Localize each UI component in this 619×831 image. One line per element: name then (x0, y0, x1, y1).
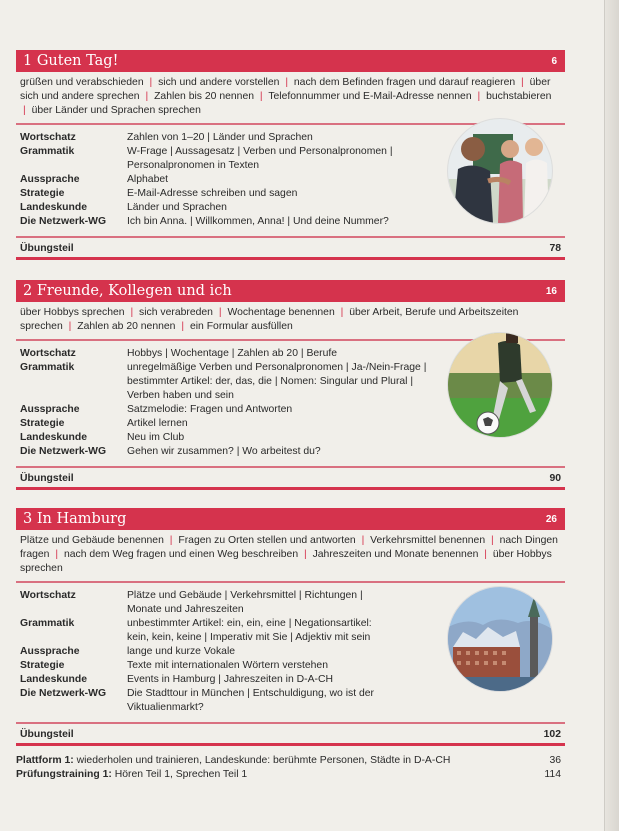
uebungsteil-row[interactable] (16, 238, 565, 257)
intro-topic: Wochentage benennen (227, 307, 335, 318)
uebungsteil-label: Übungsteil (20, 243, 74, 254)
intro-topic: über Arbeit, Berufe und Arbeitszeiten sprechen (20, 307, 519, 332)
pruefungstraining-description: Hören Teil 1, Sprechen Teil 1 (111, 769, 248, 780)
detail-value: Neu im Club (127, 432, 185, 443)
uebungsteil-page: 90 (549, 473, 561, 484)
detail-label: Grammatik (20, 362, 75, 373)
detail-label: Die Netzwerk-WG (20, 446, 107, 457)
detail-label (20, 159, 127, 173)
intro-topic: Jahreszeiten und Monate benennen (312, 549, 479, 560)
uebungsteil-row[interactable] (16, 724, 565, 743)
separator: | (491, 535, 494, 546)
unit-1 (16, 50, 565, 260)
separator: | (303, 549, 307, 560)
separator: | (477, 91, 481, 102)
separator: | (484, 549, 487, 560)
separator: | (361, 535, 365, 546)
detail-value: kein, kein, keine | Imperativ mit Sie | Adjektiv mit sein (127, 632, 371, 643)
detail-label: Wortschatz (20, 590, 76, 601)
detail-label: Strategie (20, 188, 65, 199)
plattform-page: 36 (549, 755, 561, 766)
detail-value: E-Mail-Adresse schreiben und sagen (127, 188, 298, 199)
handshake-photo (447, 118, 553, 224)
detail-label: Grammatik (20, 618, 75, 629)
intro-topic: Zahlen bis 20 nennen (154, 91, 255, 102)
separator: | (218, 307, 222, 318)
plattform-entry[interactable] (16, 754, 561, 768)
separator: | (130, 307, 134, 318)
detail-label: Strategie (20, 418, 65, 429)
detail-value: Die Stadttour in München | Entschuldigung, wo ist der Viktualienmarkt? (127, 688, 375, 713)
detail-label: Wortschatz (20, 348, 76, 359)
detail-value: Ich bin Anna. | Willkommen, Anna! | Und deine Nummer? (127, 216, 389, 227)
separator: | (23, 105, 26, 116)
uebungsteil-label: Übungsteil (20, 473, 74, 484)
detail-value: Events in Hamburg | Jahreszeiten in D-A-CH (127, 674, 333, 685)
uebungsteil-row[interactable] (16, 468, 565, 487)
detail-value: Satzmelodie: Fragen und Antworten (127, 404, 293, 415)
detail-value: Artikel lernen (127, 418, 188, 429)
unit-header[interactable] (16, 280, 565, 302)
detail-value: Alphabet (127, 174, 169, 185)
detail-label: Die Netzwerk-WG (20, 216, 107, 227)
intro-topic: grüßen und verabschieden (20, 77, 144, 88)
unit-page-number: 26 (545, 513, 557, 525)
intro-topic: Fragen zu Orten stellen und antworten (178, 535, 356, 546)
detail-value: lange und kurze Vokale (127, 646, 236, 657)
detail-value: W-Frage | Aussagesatz | Verben und Personalpronomen | (127, 146, 393, 157)
detail-label: Wortschatz (20, 132, 76, 143)
intro-topic: buchstabieren (486, 91, 552, 102)
detail-row (16, 445, 565, 459)
intro-topic: nach Dingen fragen (20, 535, 558, 560)
separator: | (169, 535, 173, 546)
unit-3 (16, 508, 565, 746)
detail-value: Plätze und Gebäude | Verkehrsmittel | Richtungen | (127, 590, 363, 601)
pruefungstraining-entry[interactable] (16, 768, 561, 782)
football-photo (447, 332, 553, 438)
detail-label (20, 631, 127, 645)
detail-label (20, 603, 127, 617)
uebungsteil-page: 78 (549, 243, 561, 254)
pruefungstraining-text (16, 768, 247, 782)
divider (16, 743, 565, 746)
detail-value: Texte mit internationalen Wörtern verstehen (127, 660, 328, 671)
separator: | (259, 91, 263, 102)
separator: | (68, 321, 72, 332)
detail-label: Aussprache (20, 174, 80, 185)
detail-value: Personalpronomen in Texten (127, 160, 260, 171)
detail-value: Gehen wir zusammen? | Wo arbeitest du? (127, 446, 321, 457)
intro-topic: über Länder und Sprachen sprechen (31, 105, 201, 116)
unit-title: 1 Guten Tag! (23, 53, 119, 69)
detail-value: unregelmäßige Verben und Personalpronomen | Ja-/Nein-Frage | (127, 362, 427, 373)
intro-topic: ein Formular ausfüllen (189, 321, 293, 332)
intro-topic: nach dem Weg fragen und einen Weg beschreiben (63, 549, 299, 560)
uebungsteil-page: 102 (543, 729, 561, 740)
detail-label: Landeskunde (20, 202, 87, 213)
detail-value: bestimmter Artikel: der, das, die | Nomen: Singular und Plural | (127, 376, 414, 387)
detail-row (16, 687, 565, 715)
detail-label: Aussprache (20, 646, 80, 657)
intro-topic: Telefonnummer und E-Mail-Adresse nennen (268, 91, 472, 102)
intro-topic: Verkehrsmittel benennen (370, 535, 486, 546)
unit-title: 2 Freunde, Kollegen und ich (23, 283, 232, 299)
separator: | (521, 77, 524, 88)
unit-title: 3 In Hamburg (23, 511, 127, 527)
plattform-text (16, 754, 450, 768)
unit-header[interactable] (16, 508, 565, 530)
detail-label (20, 375, 127, 389)
detail-label: Landeskunde (20, 432, 87, 443)
detail-label: Strategie (20, 660, 65, 671)
divider (16, 257, 565, 260)
separator: | (55, 549, 59, 560)
detail-label: Grammatik (20, 146, 75, 157)
detail-value: Monate und Jahreszeiten (127, 604, 244, 615)
intro-topic: Zahlen ab 20 nennen (77, 321, 176, 332)
unit-2 (16, 280, 565, 490)
unit-intro (16, 530, 565, 576)
unit-page-number: 6 (551, 55, 557, 67)
intro-topic: nach dem Befinden fragen und darauf reagieren (293, 77, 516, 88)
separator: | (181, 321, 185, 332)
intro-topic: sich und andere vorstellen (158, 77, 280, 88)
separator: | (285, 77, 289, 88)
unit-intro (16, 302, 565, 334)
pruefungstraining-label: Prüfungstraining 1: (16, 769, 112, 780)
plattform-description: wiederholen und trainieren, Landeskunde: berühmte Personen, Städte in D-A-CH (73, 755, 451, 766)
pruefungstraining-page: 114 (544, 769, 561, 780)
divider (16, 487, 565, 490)
detail-label (20, 389, 127, 403)
unit-intro (16, 72, 565, 118)
intro-topic: sich verabreden (139, 307, 213, 318)
separator: | (145, 91, 149, 102)
detail-label: Die Netzwerk-WG (20, 688, 107, 699)
unit-header[interactable] (16, 50, 565, 72)
detail-value: Länder und Sprachen (127, 202, 227, 213)
intro-topic: Plätze und Gebäude benennen (20, 535, 164, 546)
detail-label: Landeskunde (20, 674, 87, 685)
plattform-label: Plattform 1: (16, 755, 74, 766)
detail-label: Aussprache (20, 404, 80, 415)
separator: | (149, 77, 153, 88)
unit-page-number: 16 (545, 285, 557, 297)
separator: | (340, 307, 344, 318)
detail-value: Zahlen von 1–20 | Länder und Sprachen (127, 132, 313, 143)
intro-topic: über sich und andere sprechen (20, 77, 551, 102)
intro-topic: über Hobbys sprechen (20, 549, 552, 574)
hamburg-photo (447, 586, 553, 692)
divider (16, 581, 565, 583)
intro-topic: über Hobbys sprechen (20, 307, 125, 318)
detail-value: unbestimmter Artikel: ein, ein, eine | Negationsartikel: (127, 618, 372, 629)
uebungsteil-label: Übungsteil (20, 729, 74, 740)
detail-value: Hobbys | Wochentage | Zahlen ab 20 | Berufe (127, 348, 338, 359)
page-edge (604, 0, 619, 831)
detail-value: Verben haben und sein (127, 390, 234, 401)
